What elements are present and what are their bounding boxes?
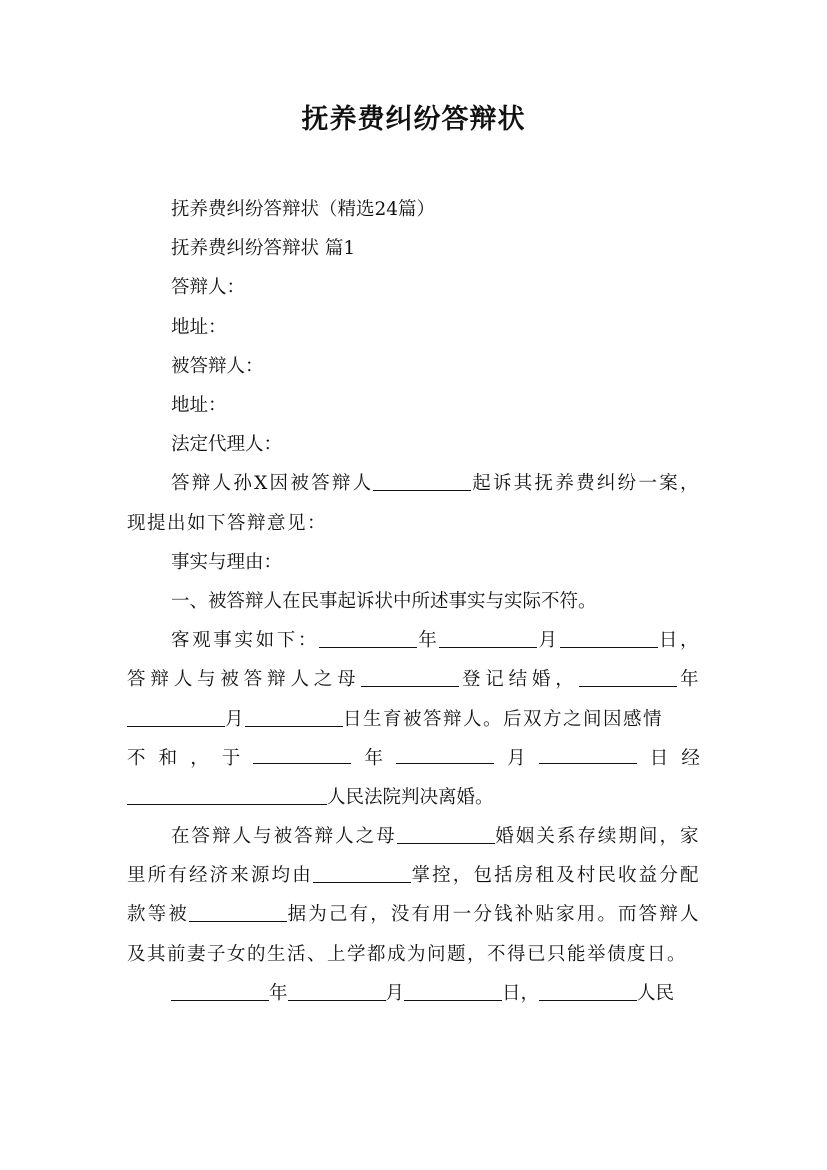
divorce-month: 月 [507,747,526,769]
court-text: 人民法院判决离婚。 [327,786,494,808]
divorce-char-3: ， [190,747,209,769]
blank-line [539,981,637,1001]
blank-line [171,981,269,1001]
blank-line [397,825,495,845]
facts-text-b: 答辩人与被答辩人之母 [127,669,361,691]
divorce-char-4: 于 [221,747,241,769]
last-line [127,974,700,1013]
marriage-text-c: 掌控，包括房租及村民收益分配款等被 [127,865,700,926]
blank-line [127,707,225,727]
blank-line [189,903,287,923]
section-heading: 抚养费纠纷答辩状 篇1 [171,238,356,260]
petitioner-field: 被答辩人： [171,355,264,377]
document-title: 抚养费纠纷答辩状 [301,104,526,135]
last-year: 年 [269,982,288,1004]
blank-line [404,981,502,1001]
divorce-year: 年 [364,747,383,769]
intro-text-2: 起诉其抚养费纠纷一案，现提出如下答辩意见： [127,473,700,534]
last-day: 日， [502,982,540,1004]
blank-line [319,629,417,649]
blank-line [253,744,351,764]
blank-line [539,744,637,764]
respondent-field: 答辩人： [171,277,246,299]
facts-text-a: 客观事实如下： [171,630,320,652]
last-tail: 人民 [637,982,675,1004]
facts-paragraph [127,621,700,739]
blank-line [579,668,677,688]
legal-agent-field: 法定代理人： [171,434,283,456]
blank-line [127,785,327,805]
marriage-text-d: 据为己有，没有用一分钱补贴家用。而答辩人及其前妻子女的生活、上学都成为问题，不得已只能举债度日。 [127,904,700,965]
facts-year-2: 年 [676,669,700,691]
facts-year: 年 [417,630,440,652]
divorce-char-8: 经 [681,747,700,769]
petitioner-address-field: 地址： [171,394,227,416]
facts-heading: 事实与理由： [171,551,283,573]
court-line [127,778,700,817]
intro-paragraph [127,464,700,542]
document-body [127,190,700,1013]
blank-line [361,668,459,688]
divorce-char-1: 不 [127,747,146,769]
facts-day: 日， [657,630,700,652]
facts-text-d: 日生育被答辩人。后双方之间因感情 [343,708,664,730]
facts-month-2: 月 [225,708,246,730]
respondent-address-field: 地址： [171,316,227,338]
facts-text-c: 登记结婚， [458,669,579,691]
subtitle: 抚养费纠纷答辩状（精选24篇） [171,199,436,220]
blank-line [439,629,537,649]
blank-line [396,744,494,764]
intro-text-1: 答辩人孙X因被答辩人 [171,473,374,495]
marriage-paragraph [127,817,700,974]
blank-line [245,707,343,727]
blank-line [313,864,411,884]
point-one: 一、被答辩人在民事起诉状中所述事实与实际不符。 [171,590,597,612]
marriage-text-b: 婚姻关系存续期间，家里所有经济来源均由 [127,826,700,887]
blank-line [373,472,471,492]
blank-line [560,629,658,649]
divorce-line [127,739,700,778]
last-month: 月 [385,982,405,1004]
blank-line [288,981,386,1001]
divorce-char-2: 和 [158,747,178,769]
divorce-day: 日 [649,747,669,769]
marriage-text-a: 在答辩人与被答辩人之母 [171,826,397,848]
facts-month: 月 [537,630,560,652]
